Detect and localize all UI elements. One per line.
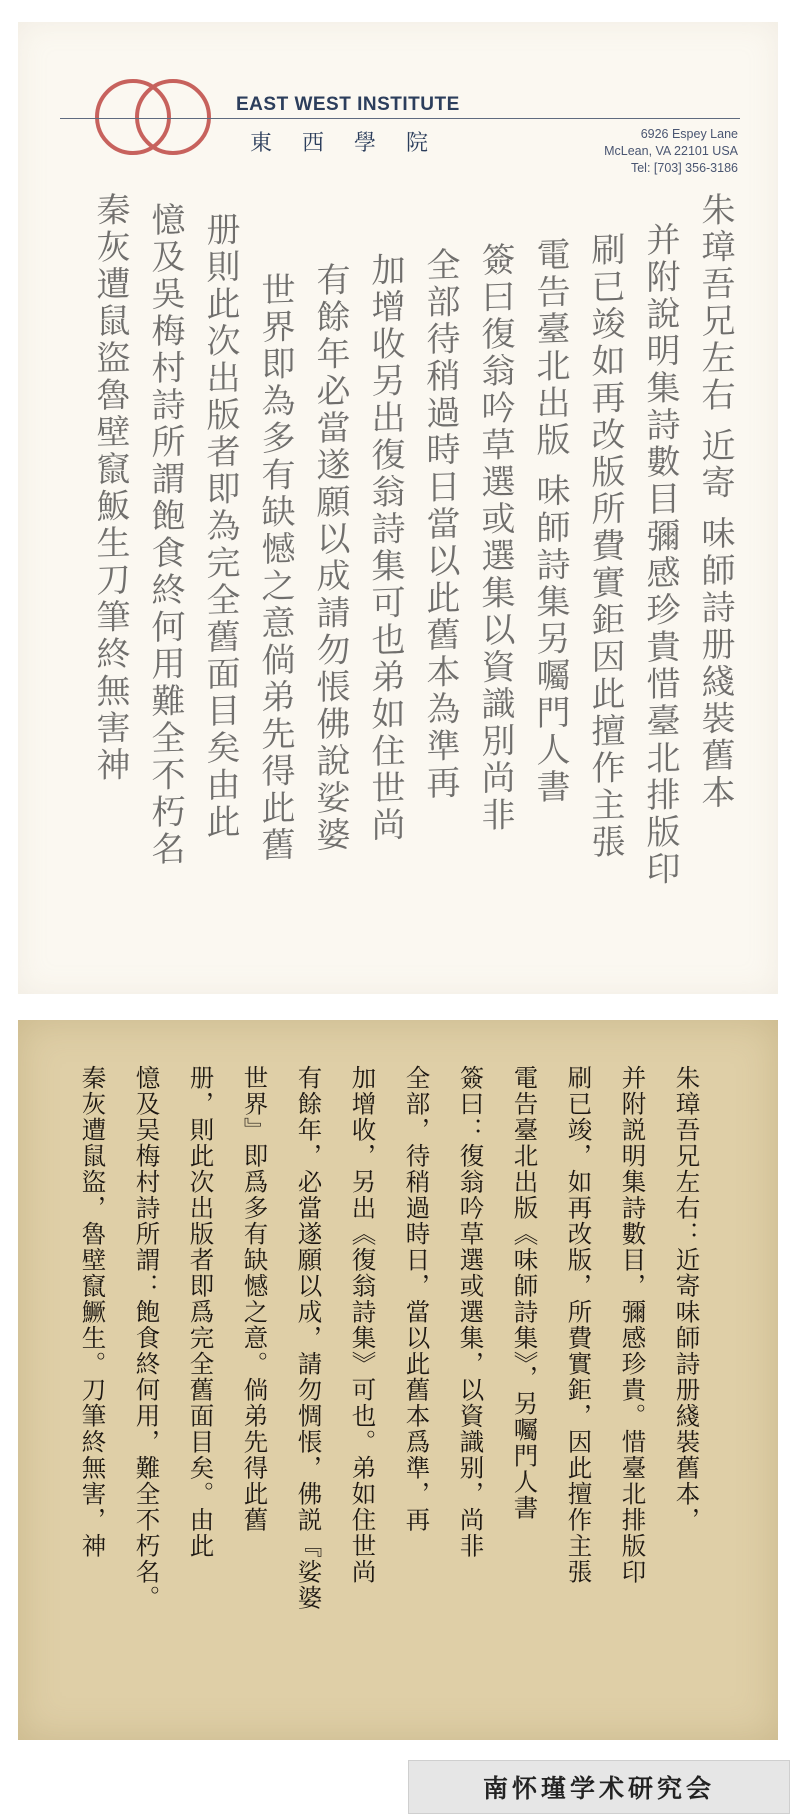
handwritten-column: 憶及吳梅村詩所謂飽食終何用難全不朽名 (145, 201, 185, 869)
handwritten-column: 有餘年必當遂願以成請勿悵佛說娑婆 (310, 261, 350, 855)
institute-name-chinese: 東西學院 (250, 131, 459, 156)
banner-text: 南怀瑾学术研究会 (482, 1774, 715, 1803)
transcription-column: 電告臺北出版《味師詩集》，另囑門人書 (510, 1065, 540, 1521)
handwritten-column: 簽曰復翁吟草選或選集以資識別尚非 (475, 241, 515, 835)
address-city: McLean, VA 22101 USA (604, 144, 738, 158)
letterhead (18, 22, 778, 192)
society-banner (408, 1760, 790, 1814)
transcription-column: 加增收，另出《復翁詩集》可也。弟如住世尚 (348, 1065, 378, 1585)
transcription-column: 簽曰：復翁吟草選或選集，以資識别，尚非 (456, 1065, 486, 1559)
typeset-transcription (18, 1020, 778, 1740)
interlocking-rings-logo (88, 72, 218, 162)
institute-name: EAST WEST INSTITUTE (236, 94, 460, 115)
handwritten-column: 秦灰遭鼠盜魯壁竄魬生刀筆終無害神 (90, 191, 130, 785)
transcription-column: 世界』即爲多有缺憾之意。倘弟先得此舊 (240, 1065, 270, 1533)
address-street: 6926 Espey Lane (640, 127, 738, 141)
transcription-column: 并附説明集詩數目，彌感珍貴。惜臺北排版印 (618, 1065, 648, 1585)
transcription-column: 憶及吴梅村詩所謂：飽食終何用，難全不朽名。 (132, 1065, 162, 1611)
transcription-column: 册，則此次出版者即爲完全舊面目矣。由此 (186, 1065, 216, 1559)
handwritten-column: 刷已竣如再改版所費實鉅因此擅作主張 (585, 231, 625, 862)
handwritten-column: 朱璋吾兄左右 近寄 味師詩册綫裝舊本 (695, 191, 735, 813)
handwritten-body (58, 192, 758, 982)
transcription-column: 朱璋吾兄左右：近寄味師詩册綫裝舊本， (672, 1065, 702, 1533)
handwritten-column: 并附說明集詩數目彌感珍貴惜臺北排版印 (640, 221, 680, 889)
institute-address (604, 126, 738, 177)
transcription-column: 全部，待稍過時日，當以此舊本爲準，再 (402, 1065, 432, 1533)
letterhead-rule (60, 118, 740, 119)
transcription-column: 秦灰遭鼠盜，魯壁竄鱖生。刀筆終無害，神 (78, 1065, 108, 1559)
handwritten-column: 電告臺北出版 味師詩集另囑門人書 (530, 236, 570, 807)
handwritten-column: 世界即為多有缺憾之意倘弟先得此舊 (255, 271, 295, 865)
address-phone: Tel: [703] 356-3186 (630, 161, 738, 175)
handwritten-column: 全部待稍過時日當以此舊本為準再 (420, 246, 460, 803)
transcription-column: 刷已竣，如再改版，所費實鉅，因此擅作主張 (564, 1065, 594, 1585)
transcription-column: 有餘年，必當遂願以成，請勿惆悵，佛説『娑婆 (294, 1065, 324, 1611)
handwritten-column: 加增收另出復翁詩集可也弟如住世尚 (365, 251, 405, 845)
handwritten-letter (18, 22, 778, 994)
handwritten-column: 册則此次出版者即為完全舊面目矣由此 (200, 211, 240, 842)
